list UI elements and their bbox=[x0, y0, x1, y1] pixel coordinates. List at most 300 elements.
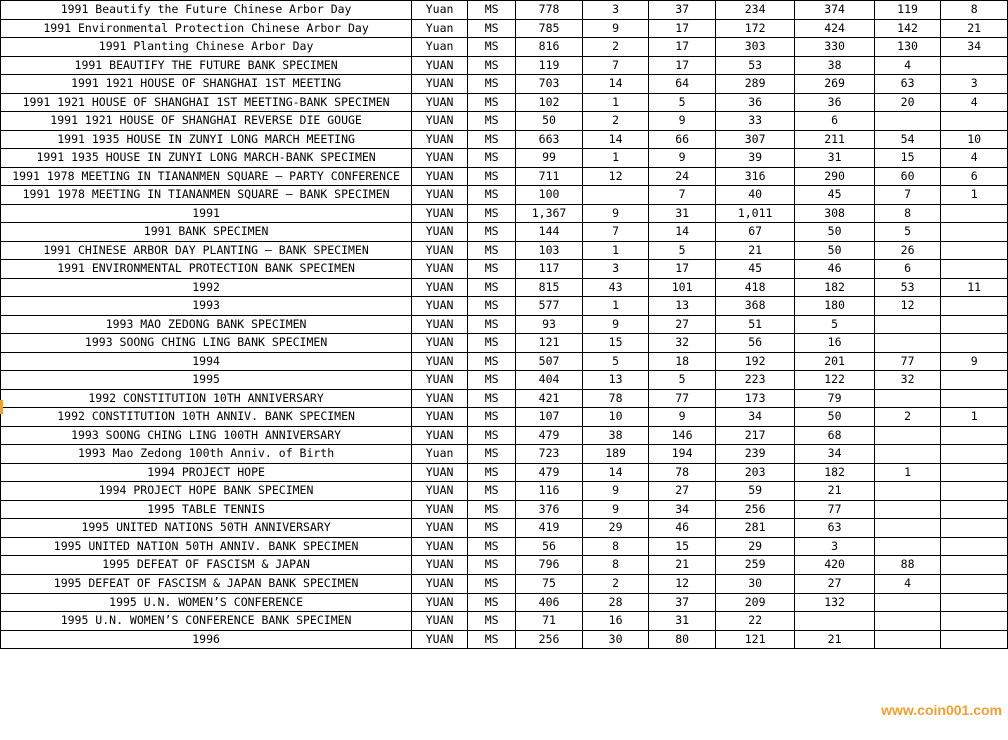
cell-grade: MS bbox=[467, 149, 515, 168]
cell-col3: 281 bbox=[715, 519, 794, 538]
cell-currency: YUAN bbox=[412, 130, 468, 149]
cell-grade: MS bbox=[467, 371, 515, 390]
cell-col4: 16 bbox=[795, 334, 874, 353]
cell-col1: 28 bbox=[582, 593, 649, 612]
cell-grade: MS bbox=[467, 426, 515, 445]
cell-grade: MS bbox=[467, 130, 515, 149]
cell-col3: 36 bbox=[715, 93, 794, 112]
cell-col4: 31 bbox=[795, 149, 874, 168]
cell-grade: MS bbox=[467, 260, 515, 279]
cell-col1: 1 bbox=[582, 297, 649, 316]
cell-col6: 8 bbox=[941, 1, 1008, 20]
cell-grade: MS bbox=[467, 56, 515, 75]
cell-col5: 12 bbox=[874, 297, 941, 316]
cell-col5: 63 bbox=[874, 75, 941, 94]
table-row bbox=[1, 389, 1008, 408]
cell-currency: YUAN bbox=[412, 315, 468, 334]
cell-col1: 7 bbox=[582, 56, 649, 75]
cell-col2: 15 bbox=[649, 537, 716, 556]
cell-col2: 17 bbox=[649, 19, 716, 38]
cell-col1: 12 bbox=[582, 167, 649, 186]
table-row bbox=[1, 56, 1008, 75]
cell-col4: 420 bbox=[795, 556, 874, 575]
cell-col2: 34 bbox=[649, 500, 716, 519]
cell-currency: Yuan bbox=[412, 445, 468, 464]
table-row bbox=[1, 223, 1008, 242]
cell-col2: 5 bbox=[649, 93, 716, 112]
cell-total: 404 bbox=[516, 371, 583, 390]
cell-col1: 1 bbox=[582, 149, 649, 168]
cell-col4: 50 bbox=[795, 408, 874, 427]
table-row bbox=[1, 278, 1008, 297]
table-row bbox=[1, 612, 1008, 631]
cell-col3: 173 bbox=[715, 389, 794, 408]
cell-col5 bbox=[874, 593, 941, 612]
cell-description: 1991 Environmental Protection Chinese Arbor Day bbox=[1, 19, 412, 38]
cell-col2: 194 bbox=[649, 445, 716, 464]
cell-col4: 34 bbox=[795, 445, 874, 464]
cell-grade: MS bbox=[467, 463, 515, 482]
cell-currency: YUAN bbox=[412, 112, 468, 131]
cell-currency: YUAN bbox=[412, 149, 468, 168]
cell-col2: 46 bbox=[649, 519, 716, 538]
cell-col3: 223 bbox=[715, 371, 794, 390]
cell-currency: YUAN bbox=[412, 297, 468, 316]
cell-col4 bbox=[795, 612, 874, 631]
cell-grade: MS bbox=[467, 334, 515, 353]
cell-col2: 17 bbox=[649, 56, 716, 75]
cell-col3: 30 bbox=[715, 574, 794, 593]
cell-col4: 374 bbox=[795, 1, 874, 20]
cell-col2: 77 bbox=[649, 389, 716, 408]
cell-col6 bbox=[941, 445, 1008, 464]
cell-grade: MS bbox=[467, 167, 515, 186]
cell-col6 bbox=[941, 334, 1008, 353]
cell-col3: 239 bbox=[715, 445, 794, 464]
cell-col3: 1,011 bbox=[715, 204, 794, 223]
cell-total: 778 bbox=[516, 1, 583, 20]
cell-col6 bbox=[941, 112, 1008, 131]
cell-col4: 77 bbox=[795, 500, 874, 519]
cell-col1: 10 bbox=[582, 408, 649, 427]
cell-col4: 6 bbox=[795, 112, 874, 131]
cell-col5: 6 bbox=[874, 260, 941, 279]
cell-col2: 78 bbox=[649, 463, 716, 482]
cell-grade: MS bbox=[467, 352, 515, 371]
cell-grade: MS bbox=[467, 278, 515, 297]
cell-currency: YUAN bbox=[412, 519, 468, 538]
cell-col3: 29 bbox=[715, 537, 794, 556]
cell-currency: YUAN bbox=[412, 278, 468, 297]
cell-total: 100 bbox=[516, 186, 583, 205]
cell-currency: YUAN bbox=[412, 500, 468, 519]
cell-col6: 10 bbox=[941, 130, 1008, 149]
cell-description: 1991 1935 HOUSE IN ZUNYI LONG MARCH-BANK SPECIMEN bbox=[1, 149, 412, 168]
cell-col1: 16 bbox=[582, 612, 649, 631]
cell-grade: MS bbox=[467, 186, 515, 205]
cell-col1: 1 bbox=[582, 93, 649, 112]
cell-col2: 21 bbox=[649, 556, 716, 575]
cell-currency: YUAN bbox=[412, 204, 468, 223]
cell-col5: 2 bbox=[874, 408, 941, 427]
cell-col4: 424 bbox=[795, 19, 874, 38]
cell-description: 1991 1978 MEETING IN TIANANMEN SQUARE – BANK SPECIMEN bbox=[1, 186, 412, 205]
cell-total: 1,367 bbox=[516, 204, 583, 223]
cell-col6 bbox=[941, 574, 1008, 593]
cell-grade: MS bbox=[467, 112, 515, 131]
cell-col2: 24 bbox=[649, 167, 716, 186]
cell-grade: MS bbox=[467, 223, 515, 242]
cell-col2: 9 bbox=[649, 408, 716, 427]
cell-col2: 18 bbox=[649, 352, 716, 371]
cell-col5: 54 bbox=[874, 130, 941, 149]
cell-total: 256 bbox=[516, 630, 583, 649]
cell-total: 703 bbox=[516, 75, 583, 94]
cell-total: 479 bbox=[516, 426, 583, 445]
cell-currency: Yuan bbox=[412, 38, 468, 57]
cell-grade: MS bbox=[467, 612, 515, 631]
cell-description: 1995 DEFEAT OF FASCISM & JAPAN BANK SPECIMEN bbox=[1, 574, 412, 593]
cell-total: 71 bbox=[516, 612, 583, 631]
cell-total: 116 bbox=[516, 482, 583, 501]
cell-total: 816 bbox=[516, 38, 583, 57]
cell-grade: MS bbox=[467, 389, 515, 408]
cell-grade: MS bbox=[467, 445, 515, 464]
cell-col6: 34 bbox=[941, 38, 1008, 57]
cell-col5 bbox=[874, 630, 941, 649]
cell-col5 bbox=[874, 612, 941, 631]
cell-col6 bbox=[941, 260, 1008, 279]
cell-col1: 2 bbox=[582, 38, 649, 57]
cell-col5: 5 bbox=[874, 223, 941, 242]
cell-grade: MS bbox=[467, 574, 515, 593]
cell-col1: 7 bbox=[582, 223, 649, 242]
cell-col3: 40 bbox=[715, 186, 794, 205]
cell-col6 bbox=[941, 630, 1008, 649]
cell-description: 1994 PROJECT HOPE BANK SPECIMEN bbox=[1, 482, 412, 501]
cell-description: 1993 MAO ZEDONG BANK SPECIMEN bbox=[1, 315, 412, 334]
cell-col6 bbox=[941, 426, 1008, 445]
cell-col3: 303 bbox=[715, 38, 794, 57]
cell-total: 93 bbox=[516, 315, 583, 334]
cell-currency: YUAN bbox=[412, 334, 468, 353]
cell-col1: 9 bbox=[582, 500, 649, 519]
cell-col6 bbox=[941, 556, 1008, 575]
cell-col3: 289 bbox=[715, 75, 794, 94]
cell-col4: 21 bbox=[795, 482, 874, 501]
cell-total: 103 bbox=[516, 241, 583, 260]
cell-col4: 180 bbox=[795, 297, 874, 316]
cell-description: 1995 U.N. WOMEN’S CONFERENCE BANK SPECIMEN bbox=[1, 612, 412, 631]
cell-col6 bbox=[941, 537, 1008, 556]
table-row bbox=[1, 593, 1008, 612]
cell-description: 1993 SOONG CHING LING 100TH ANNIVERSARY bbox=[1, 426, 412, 445]
cell-grade: MS bbox=[467, 241, 515, 260]
cell-currency: YUAN bbox=[412, 593, 468, 612]
cell-col6: 1 bbox=[941, 186, 1008, 205]
cell-col6 bbox=[941, 56, 1008, 75]
cell-description: 1995 DEFEAT OF FASCISM & JAPAN bbox=[1, 556, 412, 575]
cell-description: 1991 Beautify the Future Chinese Arbor Day bbox=[1, 1, 412, 20]
cell-col2: 7 bbox=[649, 186, 716, 205]
cell-col2: 17 bbox=[649, 260, 716, 279]
cell-col6: 4 bbox=[941, 149, 1008, 168]
table-row bbox=[1, 260, 1008, 279]
cell-description: 1995 UNITED NATION 50TH ANNIV. BANK SPECIMEN bbox=[1, 537, 412, 556]
cell-col5: 26 bbox=[874, 241, 941, 260]
cell-col4: 290 bbox=[795, 167, 874, 186]
cell-grade: MS bbox=[467, 204, 515, 223]
cell-col2: 146 bbox=[649, 426, 716, 445]
table-row bbox=[1, 334, 1008, 353]
cell-currency: YUAN bbox=[412, 426, 468, 445]
table-row bbox=[1, 75, 1008, 94]
table-row bbox=[1, 556, 1008, 575]
cell-currency: YUAN bbox=[412, 260, 468, 279]
cell-total: 121 bbox=[516, 334, 583, 353]
cell-currency: YUAN bbox=[412, 371, 468, 390]
cell-col5: 15 bbox=[874, 149, 941, 168]
cell-col4: 68 bbox=[795, 426, 874, 445]
cell-col4: 63 bbox=[795, 519, 874, 538]
table-row bbox=[1, 167, 1008, 186]
cell-col4: 211 bbox=[795, 130, 874, 149]
cell-col6 bbox=[941, 241, 1008, 260]
cell-col4: 50 bbox=[795, 241, 874, 260]
table-row bbox=[1, 352, 1008, 371]
cell-col6 bbox=[941, 593, 1008, 612]
cell-col6 bbox=[941, 463, 1008, 482]
cell-total: 144 bbox=[516, 223, 583, 242]
cell-description: 1992 CONSTITUTION 10TH ANNIV. BANK SPECIMEN bbox=[1, 408, 412, 427]
cell-col3: 51 bbox=[715, 315, 794, 334]
cell-total: 507 bbox=[516, 352, 583, 371]
cell-col5: 60 bbox=[874, 167, 941, 186]
cell-col1: 43 bbox=[582, 278, 649, 297]
cell-col3: 418 bbox=[715, 278, 794, 297]
cell-col4: 182 bbox=[795, 463, 874, 482]
cell-col1: 8 bbox=[582, 537, 649, 556]
table-row bbox=[1, 426, 1008, 445]
cell-currency: YUAN bbox=[412, 630, 468, 649]
cell-col6 bbox=[941, 389, 1008, 408]
cell-col5 bbox=[874, 389, 941, 408]
cell-total: 419 bbox=[516, 519, 583, 538]
cell-col4: 132 bbox=[795, 593, 874, 612]
table-row bbox=[1, 19, 1008, 38]
cell-col1: 9 bbox=[582, 482, 649, 501]
cell-col1: 29 bbox=[582, 519, 649, 538]
cell-col3: 368 bbox=[715, 297, 794, 316]
cell-col3: 59 bbox=[715, 482, 794, 501]
cell-col6: 1 bbox=[941, 408, 1008, 427]
cell-col3: 21 bbox=[715, 241, 794, 260]
cell-col3: 203 bbox=[715, 463, 794, 482]
cell-col4: 5 bbox=[795, 315, 874, 334]
cell-grade: MS bbox=[467, 630, 515, 649]
cell-col2: 101 bbox=[649, 278, 716, 297]
cell-col2: 32 bbox=[649, 334, 716, 353]
cell-total: 406 bbox=[516, 593, 583, 612]
cell-col2: 12 bbox=[649, 574, 716, 593]
cell-description: 1991 bbox=[1, 204, 412, 223]
cell-col4: 38 bbox=[795, 56, 874, 75]
cell-description: 1991 1935 HOUSE IN ZUNYI LONG MARCH MEETING bbox=[1, 130, 412, 149]
cell-col1: 14 bbox=[582, 463, 649, 482]
cell-col4: 27 bbox=[795, 574, 874, 593]
cell-total: 56 bbox=[516, 537, 583, 556]
table-row bbox=[1, 112, 1008, 131]
cell-grade: MS bbox=[467, 1, 515, 20]
cell-col6 bbox=[941, 297, 1008, 316]
cell-col1: 9 bbox=[582, 315, 649, 334]
table-row bbox=[1, 574, 1008, 593]
cell-col3: 192 bbox=[715, 352, 794, 371]
table-row bbox=[1, 149, 1008, 168]
cell-description: 1991 1921 HOUSE OF SHANGHAI 1ST MEETING bbox=[1, 75, 412, 94]
cell-col1: 9 bbox=[582, 19, 649, 38]
cell-grade: MS bbox=[467, 93, 515, 112]
cell-col6: 3 bbox=[941, 75, 1008, 94]
cell-grade: MS bbox=[467, 537, 515, 556]
cell-col5: 32 bbox=[874, 371, 941, 390]
table-row bbox=[1, 186, 1008, 205]
cell-col6 bbox=[941, 519, 1008, 538]
cell-description: 1991 BANK SPECIMEN bbox=[1, 223, 412, 242]
cell-col1: 14 bbox=[582, 75, 649, 94]
cell-col5 bbox=[874, 334, 941, 353]
cell-col2: 80 bbox=[649, 630, 716, 649]
cell-col5 bbox=[874, 426, 941, 445]
table-row bbox=[1, 445, 1008, 464]
cell-col5 bbox=[874, 537, 941, 556]
cell-currency: YUAN bbox=[412, 186, 468, 205]
cell-col4: 3 bbox=[795, 537, 874, 556]
cell-col2: 5 bbox=[649, 241, 716, 260]
cell-currency: YUAN bbox=[412, 56, 468, 75]
cell-col2: 37 bbox=[649, 593, 716, 612]
cell-grade: MS bbox=[467, 38, 515, 57]
cell-description: 1991 1921 HOUSE OF SHANGHAI 1ST MEETING-BANK SPECIMEN bbox=[1, 93, 412, 112]
cell-col1 bbox=[582, 186, 649, 205]
table-row bbox=[1, 463, 1008, 482]
cell-col5: 4 bbox=[874, 56, 941, 75]
cell-col4: 36 bbox=[795, 93, 874, 112]
cell-col5: 53 bbox=[874, 278, 941, 297]
cell-col4: 330 bbox=[795, 38, 874, 57]
cell-col5: 8 bbox=[874, 204, 941, 223]
cell-description: 1991 CHINESE ARBOR DAY PLANTING – BANK SPECIMEN bbox=[1, 241, 412, 260]
cell-col6: 21 bbox=[941, 19, 1008, 38]
cell-description: 1993 Mao Zedong 100th Anniv. of Birth bbox=[1, 445, 412, 464]
cell-currency: YUAN bbox=[412, 75, 468, 94]
cell-col3: 34 bbox=[715, 408, 794, 427]
cell-grade: MS bbox=[467, 297, 515, 316]
cell-col5 bbox=[874, 482, 941, 501]
cell-col1: 15 bbox=[582, 334, 649, 353]
cell-col3: 259 bbox=[715, 556, 794, 575]
cell-total: 421 bbox=[516, 389, 583, 408]
cell-currency: YUAN bbox=[412, 167, 468, 186]
cell-col5: 130 bbox=[874, 38, 941, 57]
cell-grade: MS bbox=[467, 315, 515, 334]
cell-col2: 64 bbox=[649, 75, 716, 94]
cell-grade: MS bbox=[467, 519, 515, 538]
cell-currency: YUAN bbox=[412, 482, 468, 501]
cell-col6 bbox=[941, 204, 1008, 223]
table-row bbox=[1, 519, 1008, 538]
cell-total: 815 bbox=[516, 278, 583, 297]
cell-col6 bbox=[941, 315, 1008, 334]
cell-col1: 2 bbox=[582, 112, 649, 131]
cell-currency: YUAN bbox=[412, 408, 468, 427]
cell-col4: 269 bbox=[795, 75, 874, 94]
cell-grade: MS bbox=[467, 593, 515, 612]
cell-col5: 88 bbox=[874, 556, 941, 575]
cell-currency: YUAN bbox=[412, 223, 468, 242]
cell-grade: MS bbox=[467, 556, 515, 575]
cell-description: 1992 CONSTITUTION 10TH ANNIVERSARY bbox=[1, 389, 412, 408]
cell-col3: 33 bbox=[715, 112, 794, 131]
cell-col3: 39 bbox=[715, 149, 794, 168]
cell-col1: 5 bbox=[582, 352, 649, 371]
cell-total: 577 bbox=[516, 297, 583, 316]
cell-currency: YUAN bbox=[412, 612, 468, 631]
cell-col2: 9 bbox=[649, 149, 716, 168]
cell-col6: 11 bbox=[941, 278, 1008, 297]
cell-col6 bbox=[941, 371, 1008, 390]
page-edge-marker bbox=[0, 400, 3, 414]
cell-col1: 14 bbox=[582, 130, 649, 149]
cell-total: 107 bbox=[516, 408, 583, 427]
cell-col3: 172 bbox=[715, 19, 794, 38]
cell-col2: 13 bbox=[649, 297, 716, 316]
cell-col6: 9 bbox=[941, 352, 1008, 371]
cell-col5 bbox=[874, 315, 941, 334]
cell-total: 796 bbox=[516, 556, 583, 575]
cell-total: 711 bbox=[516, 167, 583, 186]
cell-col1: 9 bbox=[582, 204, 649, 223]
cell-description: 1994 PROJECT HOPE bbox=[1, 463, 412, 482]
cell-col3: 234 bbox=[715, 1, 794, 20]
cell-col6: 6 bbox=[941, 167, 1008, 186]
cell-col3: 121 bbox=[715, 630, 794, 649]
cell-currency: Yuan bbox=[412, 1, 468, 20]
table-row bbox=[1, 93, 1008, 112]
table-row bbox=[1, 482, 1008, 501]
cell-total: 479 bbox=[516, 463, 583, 482]
cell-description: 1994 bbox=[1, 352, 412, 371]
cell-description: 1995 TABLE TENNIS bbox=[1, 500, 412, 519]
cell-col6 bbox=[941, 612, 1008, 631]
cell-col1: 30 bbox=[582, 630, 649, 649]
cell-col4: 308 bbox=[795, 204, 874, 223]
cell-description: 1996 bbox=[1, 630, 412, 649]
cell-col4: 79 bbox=[795, 389, 874, 408]
table-row bbox=[1, 408, 1008, 427]
cell-currency: YUAN bbox=[412, 352, 468, 371]
cell-col5: 1 bbox=[874, 463, 941, 482]
table-row bbox=[1, 204, 1008, 223]
cell-col5 bbox=[874, 112, 941, 131]
cell-grade: MS bbox=[467, 75, 515, 94]
cell-currency: YUAN bbox=[412, 241, 468, 260]
cell-col6 bbox=[941, 482, 1008, 501]
cell-col3: 45 bbox=[715, 260, 794, 279]
cell-col1: 1 bbox=[582, 241, 649, 260]
cell-col5: 142 bbox=[874, 19, 941, 38]
cell-col2: 66 bbox=[649, 130, 716, 149]
